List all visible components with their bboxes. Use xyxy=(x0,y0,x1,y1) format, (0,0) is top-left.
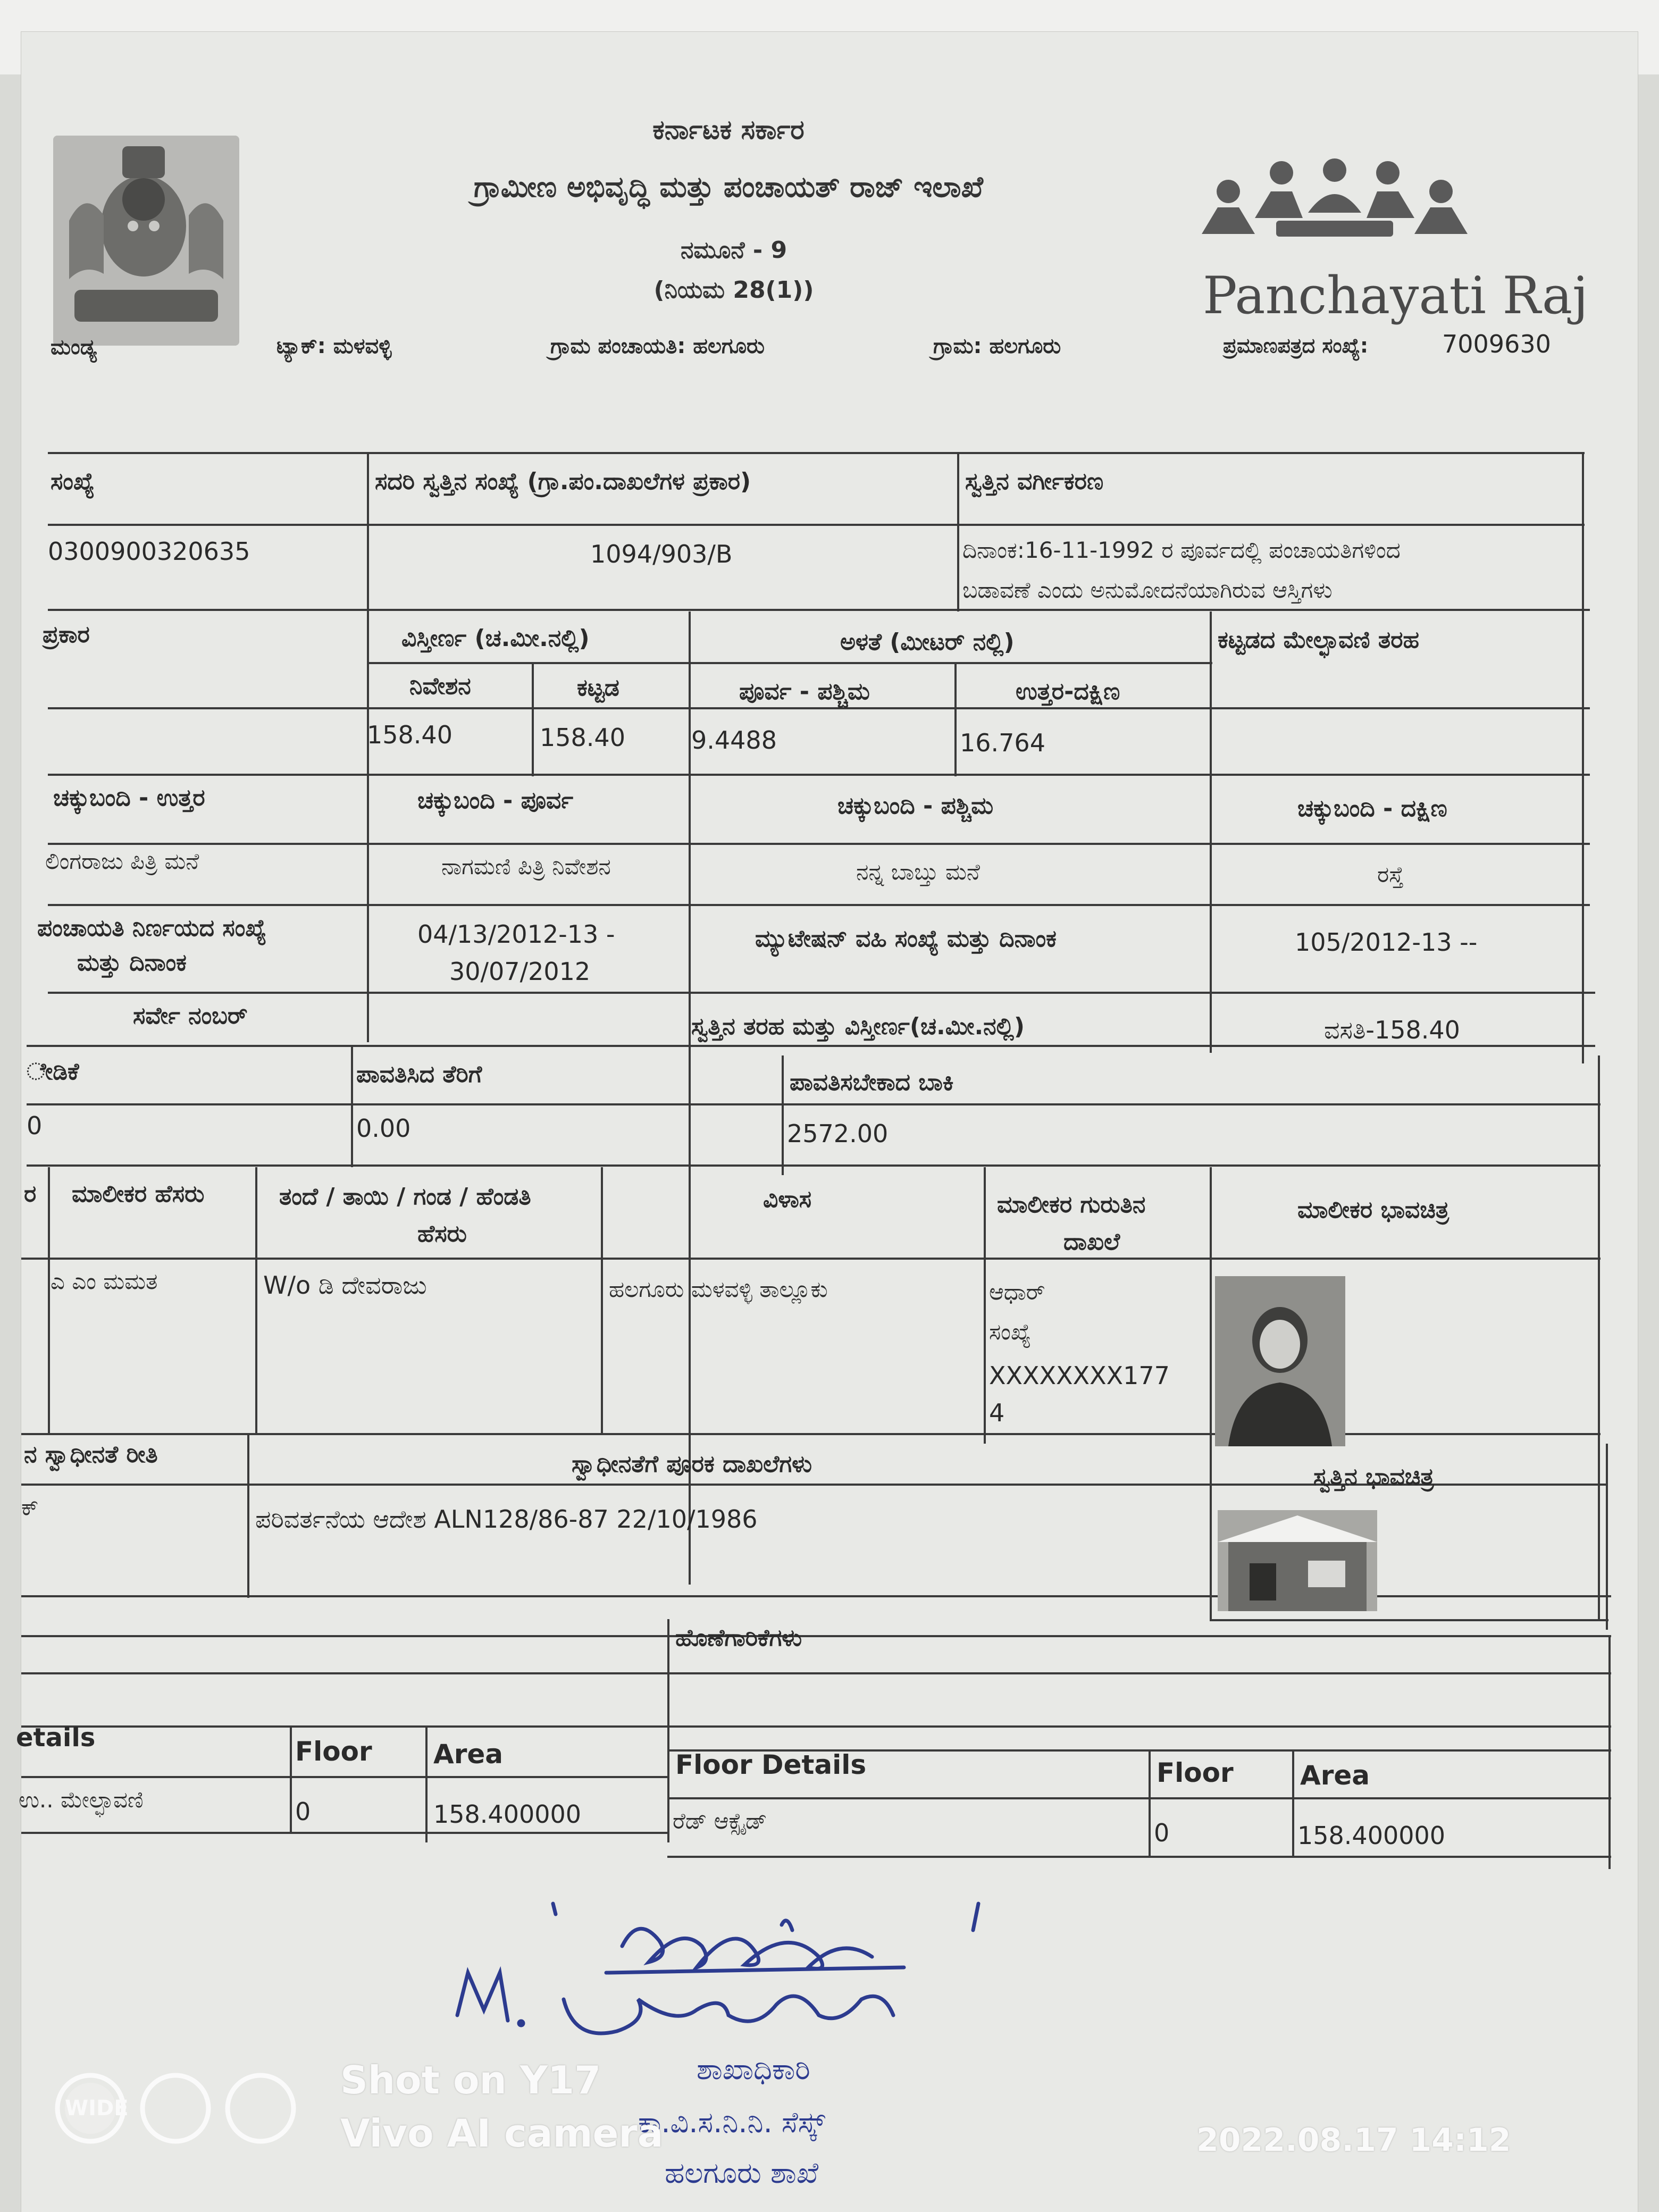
owner-id-label-1: ಮಾಲೀಕರ ಗುರುತಿನ xyxy=(997,1191,1146,1218)
property-id-label: ಸಂಖ್ಯೆ xyxy=(51,468,95,495)
table-line xyxy=(1608,1635,1611,1869)
table-line xyxy=(532,662,534,776)
site-label: ನಿವೇಶನ xyxy=(409,673,471,700)
roof-type-label: ಕಟ್ಟಡದ ಮೇಲ್ಛಾವಣಿ ತರಹ xyxy=(1218,626,1419,653)
table-line xyxy=(290,1725,292,1832)
karnataka-emblem-icon xyxy=(53,136,239,346)
north-south-label: ಉತ್ತರ-ದಕ್ಷಿಣ xyxy=(1016,678,1120,705)
property-photo-label: ಸ್ವತ್ತಿನ ಭಾವಚಿತ್ರ xyxy=(1313,1463,1434,1490)
mutation-label: ಮ್ಯುಟೇಷನ್ ವಹಿ ಸಂಖ್ಯೆ ಮತ್ತು ದಿನಾಂಕ xyxy=(755,925,1057,952)
boundary-north-value: ಲಿಂಗರಾಜು ಪಿತ್ರಿ ಮನೆ xyxy=(45,848,199,874)
table-line xyxy=(27,1164,1601,1167)
area-value-left: 158.400000 xyxy=(433,1800,582,1829)
survey-number-label: ಸರ್ವೇ ನಂಬರ್ xyxy=(133,1002,248,1029)
north-south-value: 16.764 xyxy=(960,728,1045,757)
floor-details-label-right: Floor Details xyxy=(675,1749,867,1780)
stamp-bank: ಕಾ.ವಿ.ಸ.ನಿ.ನಿ. ಸೆಸ್ಕ್ xyxy=(638,2106,826,2139)
table-line xyxy=(247,1433,249,1598)
east-west-value: 9.4488 xyxy=(691,726,777,755)
owner-photo-label: ಮಾಲೀಕರ ಭಾವಚಿತ್ರ xyxy=(1297,1196,1449,1224)
table-line xyxy=(1582,452,1584,1063)
table-line xyxy=(782,1055,784,1175)
resolution-value-1: 04/13/2012-13 - xyxy=(417,920,615,949)
boundary-north-label: ಚಕ್ಕುಬಂದಿ - ಉತ್ತರ xyxy=(53,784,205,811)
mutation-value: 105/2012-13 -- xyxy=(1295,928,1478,957)
floor-details-label-left: etails xyxy=(16,1723,96,1753)
table-line xyxy=(601,1167,603,1433)
table-line xyxy=(48,524,1585,526)
table-line xyxy=(21,1776,667,1778)
area-label: ವಿಸ್ತೀರ್ಣ (ಚ.ಮೀ.ನಲ್ಲಿ) xyxy=(401,625,590,652)
table-line xyxy=(1292,1749,1294,1856)
table-line xyxy=(1210,611,1212,1053)
paid-tax-value: 0.00 xyxy=(356,1114,411,1143)
table-line xyxy=(667,1856,1611,1858)
govt-title: ಕರ್ನಾಟಕ ಸರ್ಕಾರ xyxy=(652,114,805,145)
table-line xyxy=(21,1832,667,1834)
ownership-mode-value: ಕ್ xyxy=(21,1494,39,1520)
table-line xyxy=(957,452,959,611)
property-photo xyxy=(1218,1510,1377,1611)
balance-due-label: ಪಾವತಿಸಬೇಕಾದ ಬಾಕಿ xyxy=(790,1069,954,1096)
table-line xyxy=(1606,1444,1608,1630)
owner-id-value-1: ಆಧಾರ್ xyxy=(989,1279,1045,1305)
floor-details-value-left: ಉ.. ಮೇಲ್ಛಾವಣಿ xyxy=(19,1787,144,1813)
table-line xyxy=(21,1725,1611,1728)
certificate-number: 7009630 xyxy=(1442,330,1551,358)
ownership-docs-label: ಸ್ವಾಧೀನತೆಗೆ ಪೂರಕ ದಾಖಲೆಗಳು xyxy=(572,1451,812,1478)
floor-value-left: 0 xyxy=(295,1797,311,1826)
sadari-number-label: ಸದರಿ ಸ್ವತ್ತಿನ ಸಂಖ್ಯೆ (ಗ್ರಾ.ಪಂ.ದಾಖಲೆಗಳ ಪ್ರಕಾರ) xyxy=(375,468,751,495)
owner-id-value-4: 4 xyxy=(989,1398,1005,1427)
demand-value: 0 xyxy=(27,1111,43,1140)
table-line xyxy=(1149,1749,1151,1856)
floor-value-right: 0 xyxy=(1154,1819,1170,1847)
watermark-shot-on: Shot on Y17 xyxy=(340,2058,601,2102)
liabilities-label: ಹೊಣೆಗಾರಿಕೆಗಳು xyxy=(675,1624,802,1652)
area-label-right: Area xyxy=(1300,1760,1370,1791)
table-line xyxy=(667,1619,669,1842)
table-line xyxy=(255,1167,257,1433)
demand-label: ೇಡಿಕೆ xyxy=(27,1058,79,1085)
address-value: ಹಲಗೂರು ಮಳವಳ್ಳಿ ತಾಲ್ಲೂಕು xyxy=(609,1276,828,1302)
owner-photo xyxy=(1215,1276,1345,1446)
floor-details-value-right: ರೆಡ್ ಆಕ್ಸೈಡ್ xyxy=(673,1808,767,1834)
handwritten-signature xyxy=(447,1893,1032,2068)
table-line xyxy=(667,1797,1611,1799)
owner-name-label: ಮಾಲೀಕರ ಹೆಸರು xyxy=(72,1180,205,1208)
boundary-east-value: ನಾಗಮಣಿ ಪಿತ್ರಿ ನಿವೇಶನ xyxy=(441,853,611,879)
area-value-right: 158.400000 xyxy=(1297,1821,1446,1850)
address-label: ವಿಳಾಸ xyxy=(763,1186,812,1213)
table-line xyxy=(1598,1167,1600,1619)
village-label: ಗ್ರಾಮ: ಹಲಗೂರು xyxy=(933,334,1061,358)
floor-label-right: Floor xyxy=(1157,1757,1234,1788)
table-line xyxy=(1210,1167,1212,1619)
resolution-label-2: ಮತ್ತು ದಿನಾಂಕ xyxy=(77,949,187,976)
area-label-left: Area xyxy=(433,1739,504,1770)
table-line xyxy=(21,1635,1611,1637)
measure-label: ಅಳತೆ (ಮೀಟರ್ ನಲ್ಲಿ) xyxy=(840,629,1015,656)
type-label: ಪ್ರಕಾರ xyxy=(43,621,90,648)
boundary-west-label: ಚಕ್ಕುಬಂದಿ - ಪಶ್ಚಿಮ xyxy=(837,792,994,819)
owner-id-value-3: XXXXXXXX177 xyxy=(989,1361,1170,1390)
boundary-south-label: ಚಕ್ಕುಬಂದಿ - ದಕ್ಷಿಣ xyxy=(1297,795,1447,822)
ownership-docs-value: ಪರಿವರ್ತನೆಯ ಆದೇಶ ALN128/86-87 22/10/1986 xyxy=(255,1505,758,1534)
owner-number-label: ರ xyxy=(24,1180,37,1208)
table-line xyxy=(351,1045,353,1167)
table-line xyxy=(48,992,1595,994)
certificate-label: ಪ್ರಮಾಣಪತ್ರದ ಸಂಖ್ಯೆ: xyxy=(1223,334,1369,357)
floor-label-left: Floor xyxy=(295,1736,372,1767)
owner-id-value-2: ಸಂಖ್ಯೆ xyxy=(989,1319,1031,1345)
building-label: ಕಟ್ಟಡ xyxy=(577,674,619,701)
owner-id-label-2: ದಾಖಲೆ xyxy=(1063,1228,1120,1255)
table-line xyxy=(1210,1619,1608,1621)
wide-mode-label: WIDE xyxy=(65,2096,129,2121)
rule-number: (ನಿಯಮ 28(1)) xyxy=(653,276,814,304)
resolution-label-1: ಪಂಚಾಯತಿ ನಿರ್ಣಯದ ಸಂಖ್ಯೆ xyxy=(37,915,267,942)
stamp-officer: ಶಾಖಾಧಿಕಾರಿ xyxy=(697,2052,810,2086)
watermark-camera: Vivo AI camera xyxy=(340,2111,664,2156)
ownership-mode-label: ನ ಸ್ವಾಧೀನತೆ ರೀತಿ xyxy=(24,1441,158,1468)
gram-panchayat-label: ಗ್ರಾಮ ಪಂಚಾಯತಿ: ಹಲಗೂರು xyxy=(550,334,765,358)
department-title: ಗ್ರಾಮೀಣ ಅಭಿವೃದ್ಧಿ ಮತ್ತು ಪಂಚಾಯತ್ ರಾಜ್ ಇಲಾಖೆ xyxy=(474,170,983,204)
taluk-label: ಟ್ಯಾಕ್: ಮಳವಳ್ಳಿ xyxy=(276,334,392,358)
table-line xyxy=(48,774,1590,776)
table-line xyxy=(48,707,1590,709)
table-line xyxy=(48,843,1590,845)
table-line xyxy=(48,904,1590,906)
table-line xyxy=(21,1433,1601,1435)
relation-label-1: ತಂದೆ / ತಾಯಿ / ಗಂಡ / ಹೆಂಡತಿ xyxy=(279,1183,531,1210)
table-line xyxy=(21,1258,1601,1260)
classification-label: ಸ್ವತ್ತಿನ ವರ್ಗೀಕರಣ xyxy=(965,468,1104,495)
table-line xyxy=(1598,1055,1600,1175)
balance-due-value: 2572.00 xyxy=(787,1119,889,1148)
sadari-number-value: 1094/903/B xyxy=(590,540,733,568)
owner-name-value: ಎ ಎಂ ಮಮತ xyxy=(51,1268,158,1294)
panchayati-raj-text: Panchayati Raj xyxy=(1203,266,1588,325)
boundary-west-value: ನನ್ನ ಬಾಬ್ತು ಮನೆ xyxy=(856,859,980,885)
watermark-timestamp: 2022.08.17 14:12 xyxy=(1196,2122,1511,2159)
table-line xyxy=(689,611,691,1585)
district-label: ಮಂಡ್ಯ xyxy=(51,335,97,359)
classification-value-1: ದಿನಾಂಕ:16-11-1992 ರ ಪೂರ್ವದಲ್ಲಿ ಪಂಚಾಯತಿಗಳಿಂದ xyxy=(962,537,1401,563)
resolution-value-2: 30/07/2012 xyxy=(449,957,591,986)
east-west-label: ಪೂರ್ವ - ಪಶ್ಚಿಮ xyxy=(739,678,870,705)
stamp-branch: ಹಲಗೂರು ಶಾಖೆ xyxy=(665,2156,819,2190)
table-line xyxy=(367,662,1212,664)
property-id-value: 0300900320635 xyxy=(48,537,250,566)
building-area-value: 158.40 xyxy=(540,723,625,752)
table-line xyxy=(954,662,957,776)
property-nature-value: ವಸತಿ-158.40 xyxy=(1324,1016,1460,1044)
classification-value-2: ಬಡಾವಣೆ ಎಂದು ಅನುಮೋದನೆಯಾಗಿರುವ ಆಸ್ತಿಗಳು xyxy=(962,577,1333,603)
table-line xyxy=(48,1167,50,1433)
table-line xyxy=(21,1672,1611,1674)
property-nature-label: ಸ್ವತ್ತಿನ ತರಹ ಮತ್ತು ವಿಸ್ತೀರ್ಣ(ಚ.ಮೀ.ನಲ್ಲಿ) xyxy=(691,1013,1025,1040)
relation-label-2: ಹೆಸರು xyxy=(417,1220,467,1247)
site-area-value: 158.40 xyxy=(367,720,453,749)
relation-value: W/o ಡಿ ದೇವರಾಜು xyxy=(263,1271,427,1300)
table-line xyxy=(984,1167,986,1444)
table-line xyxy=(425,1725,428,1842)
form-number: ನಮೂನೆ - 9 xyxy=(680,237,787,264)
paid-tax-label: ಪಾವತಿಸಿದ ತೆರಿಗೆ xyxy=(356,1061,482,1088)
boundary-east-label: ಚಕ್ಕುಬಂದಿ - ಪೂರ್ವ xyxy=(417,787,574,814)
table-line xyxy=(48,609,1590,611)
table-line xyxy=(27,1103,1601,1105)
boundary-south-value: ರಸ್ತೆ xyxy=(1377,861,1404,887)
table-line xyxy=(48,452,1585,454)
